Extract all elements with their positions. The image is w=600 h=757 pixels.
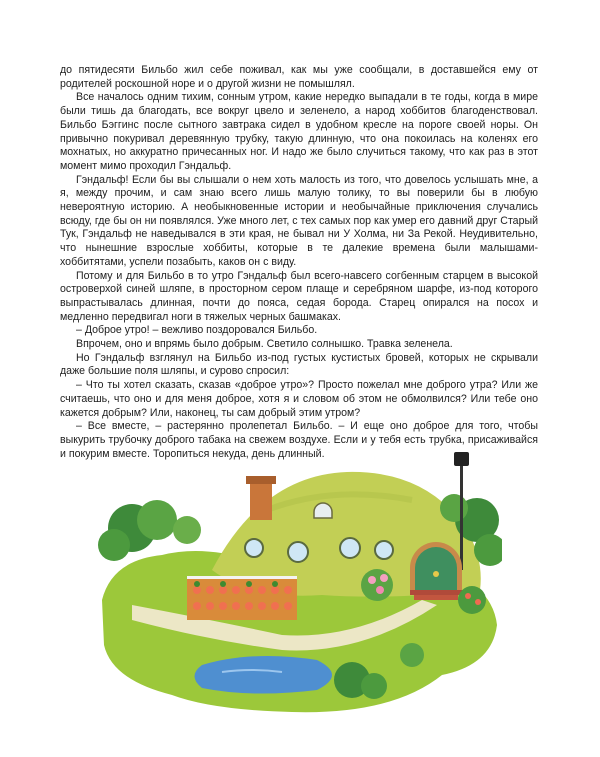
- paragraph: до пятидесяти Бильбо жил себе поживал, как мы уже сообщали, в доставшейся ему от родителей роскошной норе и о другой жизни не помышлял.: [60, 64, 538, 90]
- vegetable-garden: [187, 576, 297, 620]
- hobbit-hole-hill-illustration: [92, 450, 502, 720]
- paragraph: Гэндальф! Если бы вы слышали о нем хоть малость из того, что довелось услышать мне, а я, между прочим, и сам знаю всего лишь малую толику, то вы поверили бы в любую невероятную историю. А необыкновенные истории и необычайные приключения случались всюду, где бы он ни появлялся. Уже много лет, с тех самых пор как умер его давний друг Старый Тук, Гэндальф не наведывался в эти края, не бывал ни У Холма, ни За Рекой. Неудивительно, что нынешние взрослые хоббиты, которые в те далекие времена были малышами-хоббитятами, успели позабыть, каков он с виду.: [60, 173, 538, 268]
- paragraph: Все началось одним тихим, сонным утром, какие нередко выпадали в те годы, когда в мире были тишь да благодать, все вокруг цвело и зеленело, а народ хоббитов благоденствовал. Бильбо Бэггинс после сытного завтрака сидел в удобном кресле на пороге своей норы. Он привычно покуривал деревянную трубку, такую длинную, что она покоилась на коленях его мохнатых, но аккуратно причесанных ног. И надо же было случиться такому, что как раз в этот момент мимо проходил Гэндальф.: [60, 91, 538, 172]
- pond: [195, 656, 333, 694]
- paragraph: Но Гэндальф взглянул на Бильбо из-под густых кустистых бровей, которых не скрывали даже большие поля шляпы, и сурово спросил:: [60, 351, 538, 378]
- paragraph: Потому и для Бильбо в то утро Гэндальф был всего-навсего согбенным старцем в высокой островерхой синей шляпе, в просторном сером плаще и серебряном шарфе, из-под которого выпрастывалась длинная, почти до пояса, седая борода. Старец опирался на посох и медленно передвигал ноги в тяжелых черных башмаках.: [60, 269, 538, 323]
- chimney: [246, 476, 276, 520]
- paragraph: – Доброе утро! – вежливо поздоровался Бильбо.: [76, 324, 318, 337]
- round-door-icon: [410, 542, 462, 600]
- window-icon: [314, 503, 332, 518]
- story-text: [60, 64, 538, 461]
- paragraph: – Все вместе, – растерянно пролепетал Бильбо. – И еще оно доброе для того, чтобы выкурить трубочку доброго табака на свежем воздухе. Если и у тебя есть трубка, присаживайся и покурим вместе. Торопиться некуда, день длинный.: [60, 420, 538, 460]
- paragraph: – Что ты хотел сказать, сказав «доброе утро»? Просто пожелал мне доброго утра? Или же считаешь, что оно и для меня доброе, хотя я и словом об этом не обмолвился? Или тебе оно кажется добрым? Или, наконец, ты сам добрый этим утром?: [60, 379, 538, 419]
- paragraph: Впрочем, оно и впрямь было добрым. Светило солнышко. Травка зеленела.: [76, 338, 453, 351]
